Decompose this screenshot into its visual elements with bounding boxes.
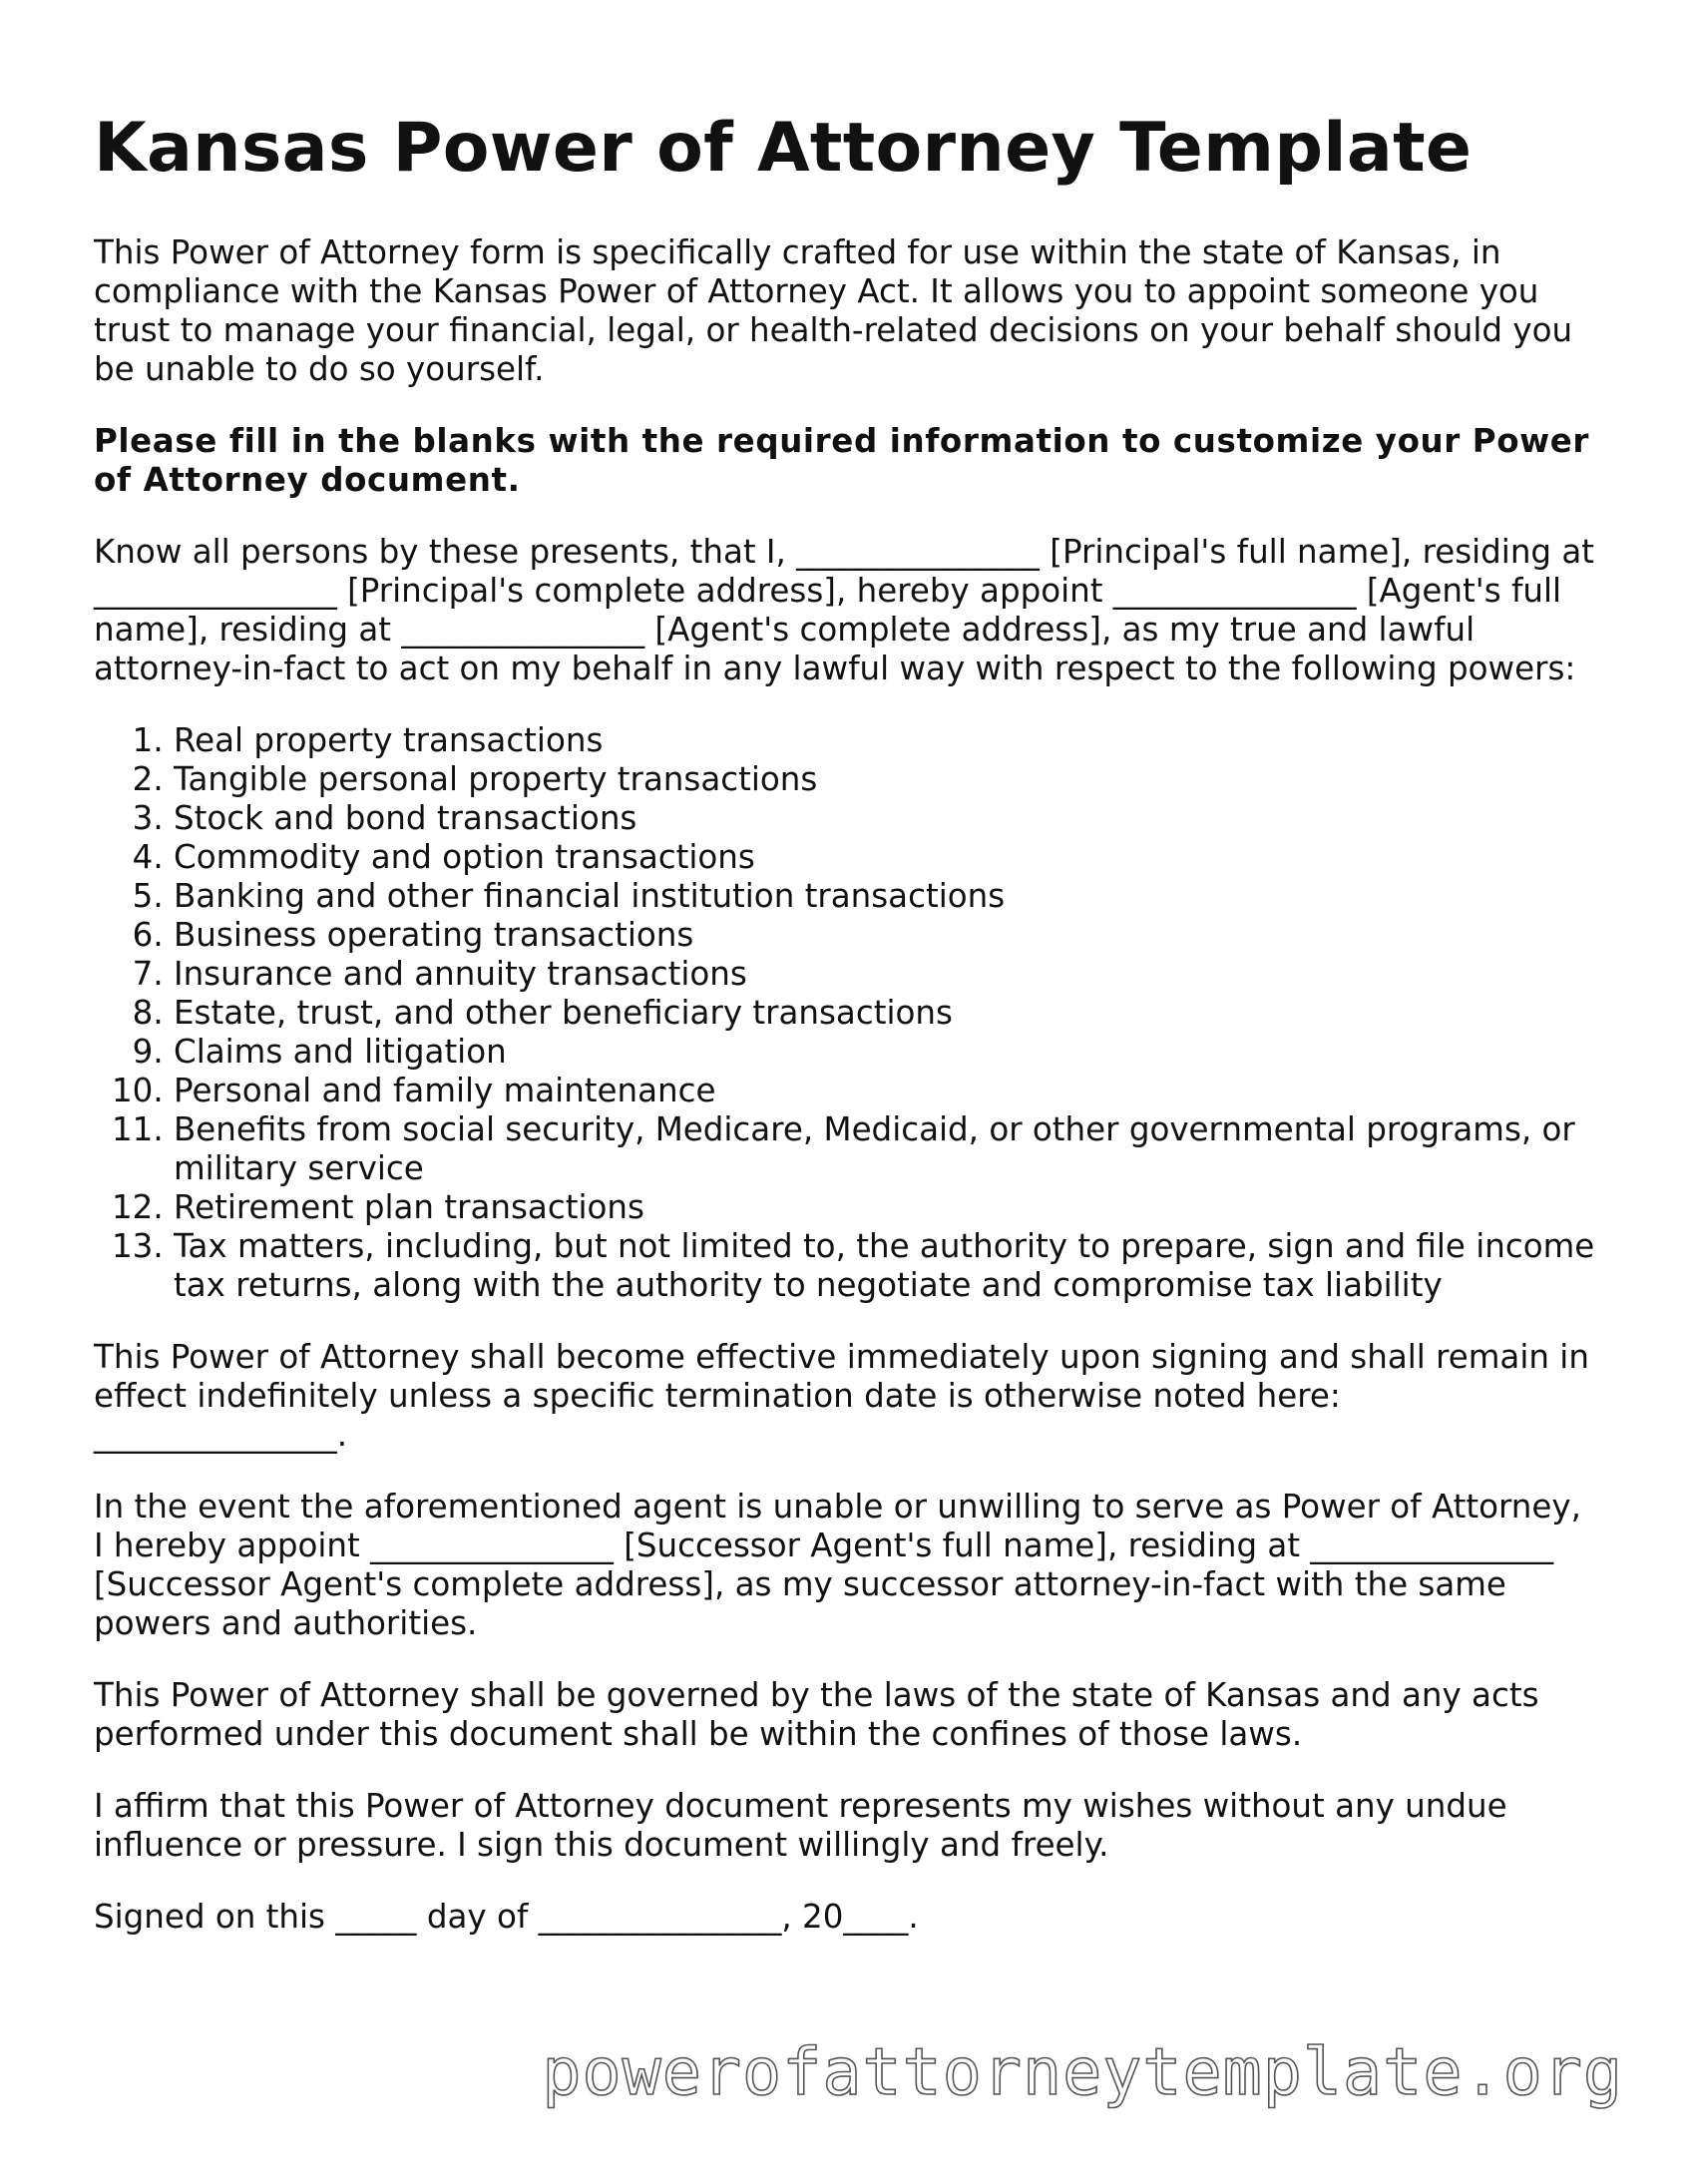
instruction-paragraph: Please fill in the blanks with the required information to customize your Power of Attorney document. [94,421,1590,499]
list-item: 4. Commodity and option transactions [174,838,1600,877]
list-item: 1. Real property transactions [174,721,1600,760]
affirmation-paragraph: I affirm that this Power of Attorney document represents my wishes without any undue influence or pressure. I sign this document willingly and freely. [94,1786,1507,1864]
list-item: 7. Insurance and annuity transactions [174,955,1600,994]
list-item: 11. Benefits from social security, Medicare, Medicaid, or other governmental programs, or military service [174,1110,1600,1188]
list-item: 10. Personal and family maintenance [174,1072,1600,1110]
successor-paragraph: In the event the aforementioned agent is unable or unwilling to serve as Power of Attorney, I hereby appoint _______________ [Successor Agent's full name], residing at _______________ [Successor Agent's complete address], as my successor attorney-in-fact with the same powers and authorities. [94,1487,1581,1642]
list-item: 5. Banking and other financial institution transactions [174,877,1600,916]
document-page [94,108,1600,1969]
governing-law-paragraph: This Power of Attorney shall be governed by the laws of the state of Kansas and any acts performed under this document shall be within the confines of those laws. [94,1675,1539,1753]
list-item: 9. Claims and litigation [174,1033,1600,1072]
signature-line: Signed on this _____ day of _______________, 20____. [94,1897,919,1936]
list-item: 8. Estate, trust, and other beneficiary transactions [174,994,1600,1033]
effective-paragraph: This Power of Attorney shall become effective immediately upon signing and shall remain in effect indefinitely unless a specific termination date is otherwise noted here: _______________. [94,1337,1589,1454]
list-item: 3. Stock and bond transactions [174,799,1600,838]
watermark: powerofattorneytemplate.org [542,2035,1623,2110]
document-title: Kansas Power of Attorney Template [94,109,1473,188]
list-item: 6. Business operating transactions [174,916,1600,955]
list-item: 13. Tax matters, including, but not limited to, the authority to prepare, sign and file income tax returns, along with the authority to negotiate and compromise tax liability [174,1227,1600,1305]
list-item: 12. Retirement plan transactions [174,1188,1600,1227]
appointment-paragraph: Know all persons by these presents, that I, _______________ [Principal's full name], residing at _______________ [Principal's complete address], hereby appoint _______________ [Agent's full name], residing at _______________ [Agent's complete address], as my true and lawful attorney-in-fact to act on my behalf in any lawful way with respect to the following powers: [94,532,1595,687]
intro-paragraph: This Power of Attorney form is specifically crafted for use within the state of Kansas, in compliance with the Kansas Power of Attorney Act. It allows you to appoint someone you trust to manage your financial, legal, or health-related decisions on your behalf should you be unable to do so yourself. [94,232,1573,388]
powers-list [94,721,1600,1305]
list-item: 2. Tangible personal property transactions [174,760,1600,799]
